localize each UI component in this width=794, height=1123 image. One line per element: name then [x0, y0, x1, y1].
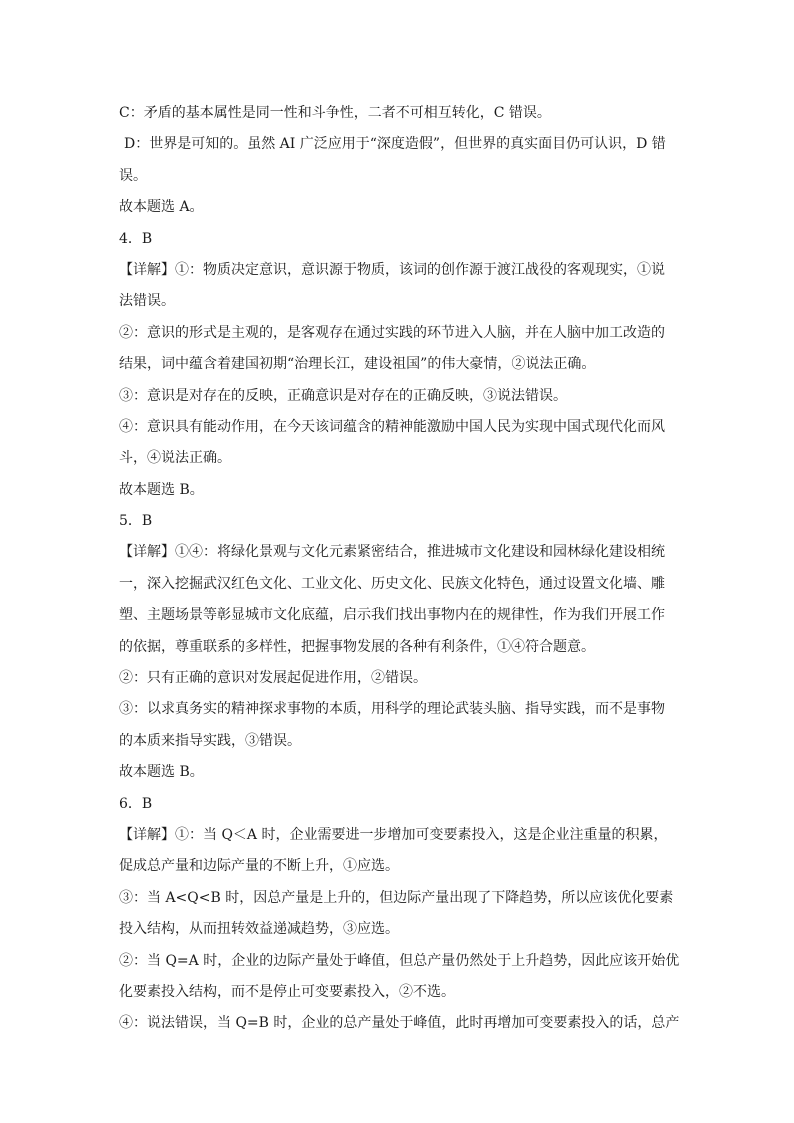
q4-answer: 4．B	[119, 230, 153, 247]
q6-detail-1: 【详解】①：当 Q＜A 时，企业需要进一步增加可变要素投入，这是企业注重量的积累，	[119, 826, 668, 843]
q5-detail-1: 【详解】①④：将绿化景观与文化元素紧密结合，推进城市文化建设和园林绿化建设相统	[119, 544, 665, 561]
q6-detail-2-cont: 化要素投入结构，而不是停止可变要素投入，②不选。	[119, 983, 455, 1000]
q6-detail-4: ④：说法错误，当 Q=B 时，企业的总产量处于峰值，此时再增加可变要素投入的话，总产	[119, 1015, 680, 1032]
q6-detail-3: ③：当 A<Q<B 时，因总产量是上升的，但边际产量出现了下降趋势，所以应该优化要素	[119, 889, 674, 906]
q5-detail-1-cont-a: 一，深入挖掘武汉红色文化、工业文化、历史文化、民族文化特色，通过设置文化墙、雕	[119, 575, 665, 592]
q5-detail-1-cont-c: 的依据，尊重联系的多样性，把握事物发展的各种有利条件，①④符合题意。	[119, 638, 595, 655]
q3-conclusion: 故本题选 A。	[119, 199, 204, 216]
option-c-analysis: C：矛盾的基本属性是同一性和斗争性，二者不可相互转化，C 错误。	[119, 105, 551, 121]
q4-detail-2-cont: 结果，词中蕴含着建国初期“治理长江，建设祖国”的伟大豪情，②说法正确。	[119, 356, 596, 373]
q5-detail-3-cont: 的本质来指导实践，③错误。	[119, 732, 301, 749]
q6-detail-1-cont: 促成总产量和边际产量的不断上升，①应选。	[119, 858, 399, 875]
q6-answer: 6．B	[119, 795, 153, 812]
q5-detail-1-cont-b: 塑、主题场景等彰显城市文化底蕴，启示我们找出事物内在的规律性，作为我们开展工作	[119, 607, 665, 624]
q5-detail-3: ③：以求真务实的精神探求事物的本质，用科学的理论武装头脑、指导实践，而不是事物	[119, 701, 665, 718]
q4-conclusion: 故本题选 B。	[119, 481, 204, 498]
option-d-analysis: D：世界是可知的。虽然 AI 广泛应用于“深度造假”，但世界的真实面目仍可认识，D 错	[124, 136, 666, 153]
q5-detail-2: ②：只有正确的意识对发展起促进作用，②错误。	[119, 670, 427, 687]
q4-detail-1-cont: 法错误。	[119, 293, 175, 310]
q4-detail-4-cont: 斗，④说法正确。	[119, 450, 231, 467]
q4-detail-1: 【详解】①：物质决定意识，意识源于物质，该词的创作源于渡江战役的客观现实，①说	[119, 261, 665, 278]
option-d-analysis-cont: 误。	[119, 167, 147, 184]
q5-answer: 5．B	[119, 513, 153, 530]
q5-conclusion: 故本题选 B。	[119, 764, 204, 781]
q4-detail-2: ②：意识的形式是主观的，是客观存在通过实践的环节进入人脑，并在人脑中加工改造的	[119, 324, 665, 341]
q4-detail-4: ④：意识具有能动作用，在今天该词蕴含的精神能激励中国人民为实现中国式现代化而风	[119, 418, 665, 435]
q4-detail-3: ③：意识是对存在的反映，正确意识是对存在的正确反映，③说法错误。	[119, 387, 567, 404]
q6-detail-3-cont: 投入结构，从而扭转效益递减趋势，③应选。	[119, 921, 399, 938]
q6-detail-2: ②：当 Q=A 时，企业的边际产量处于峰值，但总产量仍然处于上升趋势，因此应该开始优	[119, 952, 680, 969]
document-page	[119, 98, 679, 1040]
